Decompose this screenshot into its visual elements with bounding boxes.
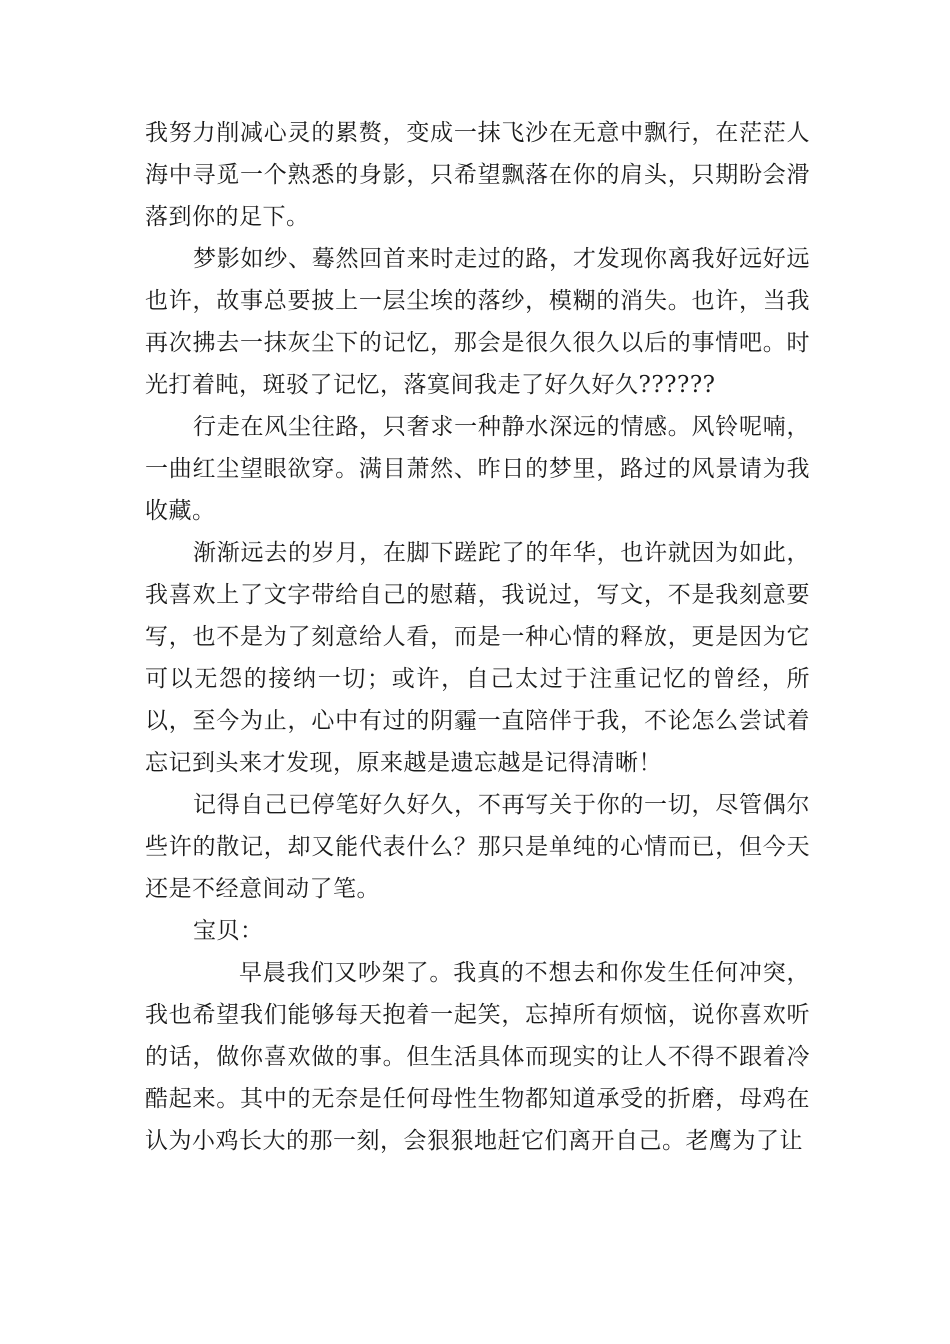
document-body: [145, 112, 810, 1162]
letter-salutation: 宝贝：: [193, 918, 264, 944]
paragraph-2: 梦影如纱、蓦然回首来时走过的路，才发现你离我好远好远也许，故事总要披上一层尘埃的落纱，模糊的消失。也许，当我再次拂去一抹灰尘下的记忆，那会是很久很久以后的事情吧。时光打着盹，斑驳了记忆，落寞间我走了好久好久??????: [145, 246, 810, 398]
paragraph-1: 我努力削减心灵的累赘，变成一抹飞沙在无意中飘行，在茫茫人海中寻觅一个熟悉的身影，只希望飘落在你的肩头，只期盼会滑落到你的足下。: [145, 120, 810, 230]
paragraph-3: 行走在风尘往路，只奢求一种静水深远的情感。风铃呢喃，一曲红尘望眼欲穿。满目萧然、昨日的梦里，路过的风景请为我收藏。: [145, 414, 810, 524]
paragraph-4: 渐渐远去的岁月，在脚下蹉跎了的年华，也许就因为如此，我喜欢上了文字带给自己的慰藉，我说过，写文，不是我刻意要写，也不是为了刻意给人看，而是一种心情的释放，更是因为它可以无怨的接纳一切；或许，自己太过于注重记忆的曾经，所以，至今为止，心中有过的阴霾一直陪伴于我，不论怎么尝试着忘记到头来才发现，原来越是遗忘越是记得清晰！: [145, 540, 810, 776]
letter-paragraph-1: 早晨我们又吵架了。我真的不想去和你发生任何冲突，我也希望我们能够每天抱着一起笑，忘掉所有烦恼，说你喜欢听的话，做你喜欢做的事。但生活具体而现实的让人不得不跟着冷酷起来。其中的无奈是任何母性生物都知道承受的折磨，母鸡在认为小鸡长大的那一刻，会狠狠地赶它们离开自己。老鹰为了让: [145, 960, 810, 1154]
paragraph-5: 记得自己已停笔好久好久，不再写关于你的一切，尽管偶尔些许的散记，却又能代表什么？那只是单纯的心情而已，但今天还是不经意间动了笔。: [145, 792, 810, 902]
